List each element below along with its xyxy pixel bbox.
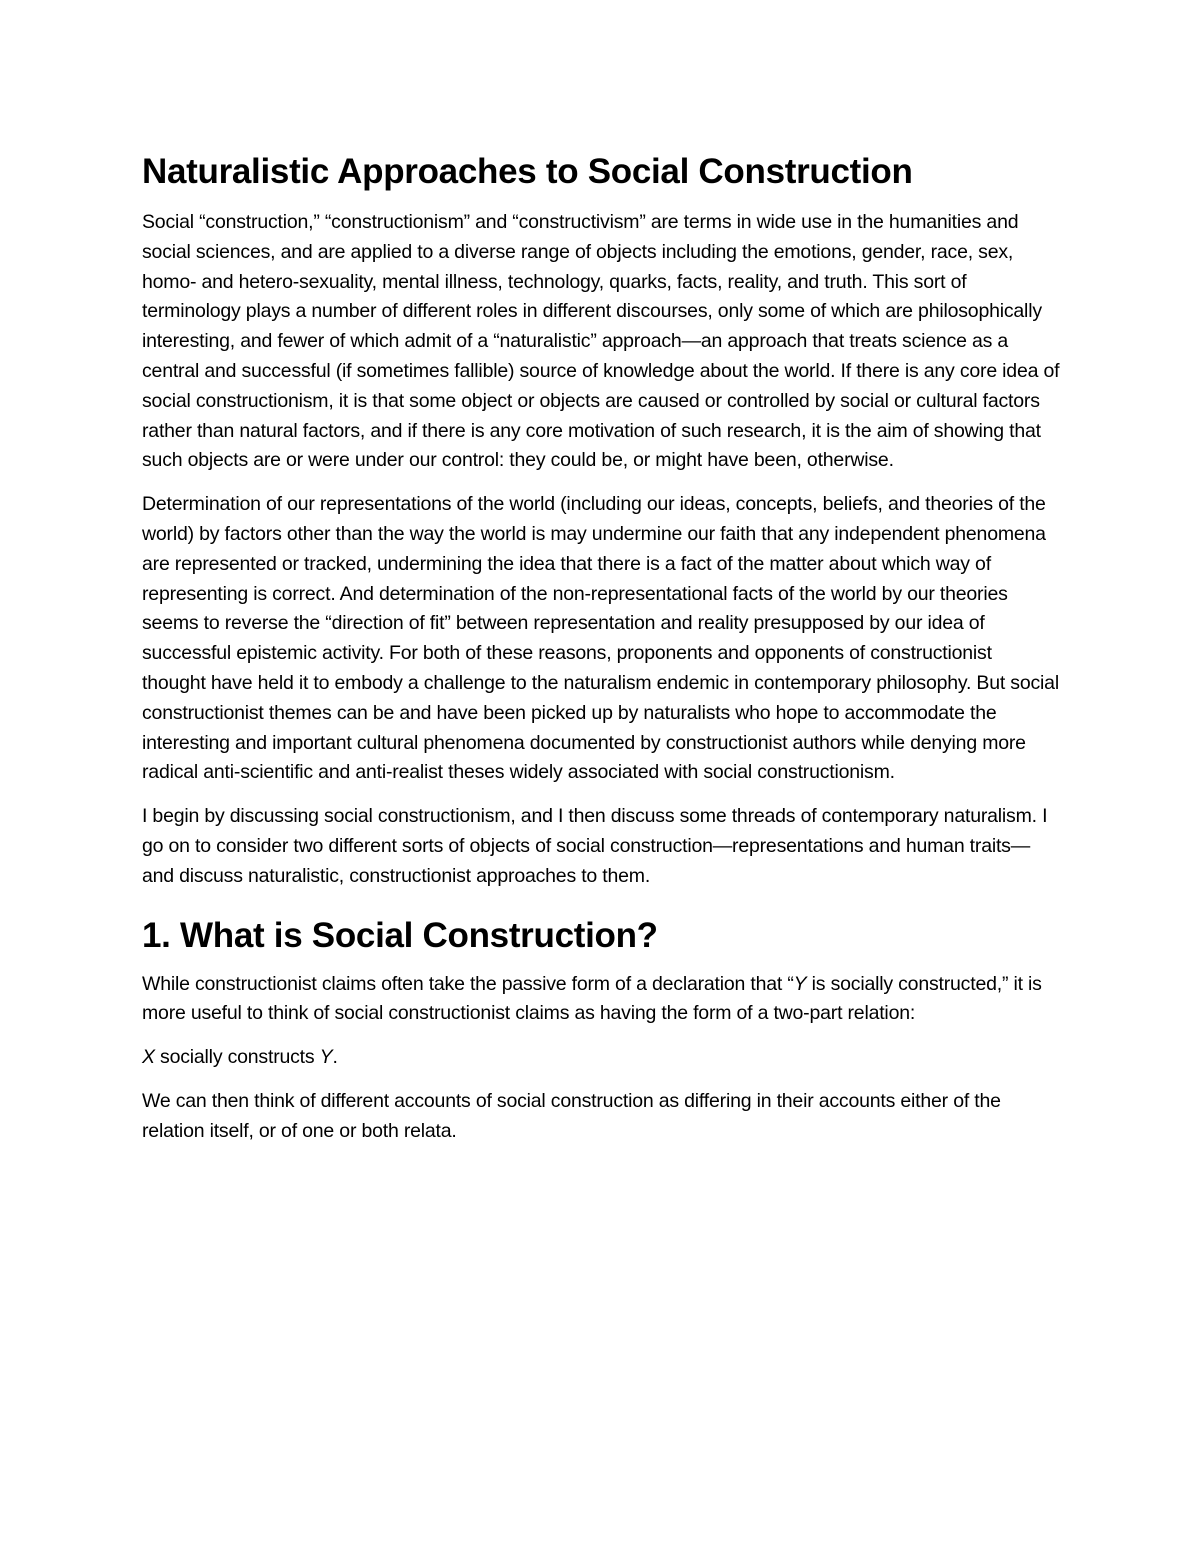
relation-verb: socially constructs <box>154 1046 320 1069</box>
relation-statement <box>142 1043 1060 1073</box>
intro-paragraph-1: Social “construction,” “constructionism” and “constructivism” are terms in wide use in the humanities and social sciences, and are applied to a diverse range of objects including the emotions, gender, race, sex, homo- and hetero-sexuality, mental illness, technology, quarks, facts, reality, and truth. This sort of terminology plays a number of different roles in different discourses, only some of which are philosophically interesting, and fewer of which admit of a “naturalistic” approach—an approach that treats science as a central and successful (if sometimes fallible) source of knowledge about the world. If there is any core idea of social constructionism, it is that some object or objects are caused or controlled by social or cultural factors rather than natural factors, and if there is any core motivation of such research, it is the aim of showing that such objects are or were under our control: they could be, or might have been, otherwise. <box>142 211 1060 472</box>
page-title: Naturalistic Approaches to Social Construction <box>142 152 913 191</box>
relation-period: . <box>332 1046 338 1069</box>
section-paragraph-1 <box>142 970 1060 1030</box>
variable-y-relation: Y <box>319 1046 333 1069</box>
section-paragraph-1-a: While constructionist claims often take the passive form of a declaration that “ <box>142 972 794 995</box>
intro-paragraph-3: I begin by discussing social constructionism, and I then discuss some threads of contemporary naturalism. I go on to consider two different sorts of objects of social construction—representations and human traits—and discuss naturalistic, constructionist approaches to them. <box>142 805 1048 887</box>
intro-paragraph-2: Determination of our representations of the world (including our ideas, concepts, beliefs, and theories of the world) by factors other than the way the world is may undermine our faith that any independent phenomena are represented or tracked, undermining the idea that there is a fact of the matter about which way of representing is correct. And determination of the non-representational facts of the world by our theories seems to reverse the “direction of fit” between representation and reality presupposed by our idea of successful epistemic activity. For both of these reasons, proponents and opponents of constructionist thought have held it to embody a challenge to the naturalism endemic in contemporary philosophy. But social constructionist themes can be and have been picked up by naturalists who hope to accommodate the interesting and important cultural phenomena documented by constructionist authors while denying more radical anti-scientific and anti-realist theses widely associated with social constructionism. <box>142 493 1059 784</box>
variable-x: X <box>142 1046 155 1069</box>
document-page <box>142 150 1060 1161</box>
section-paragraph-1-b: is socially constructed,” it is more useful to think of social constructionist claims as having the form of a two-part relation: <box>142 972 1042 1025</box>
section-paragraph-2: We can then think of different accounts of social construction as differing in their accounts either of the relation itself, or of one or both relata. <box>142 1089 1001 1142</box>
variable-y: Y <box>793 972 807 995</box>
section-heading: 1. What is Social Construction? <box>142 915 658 955</box>
